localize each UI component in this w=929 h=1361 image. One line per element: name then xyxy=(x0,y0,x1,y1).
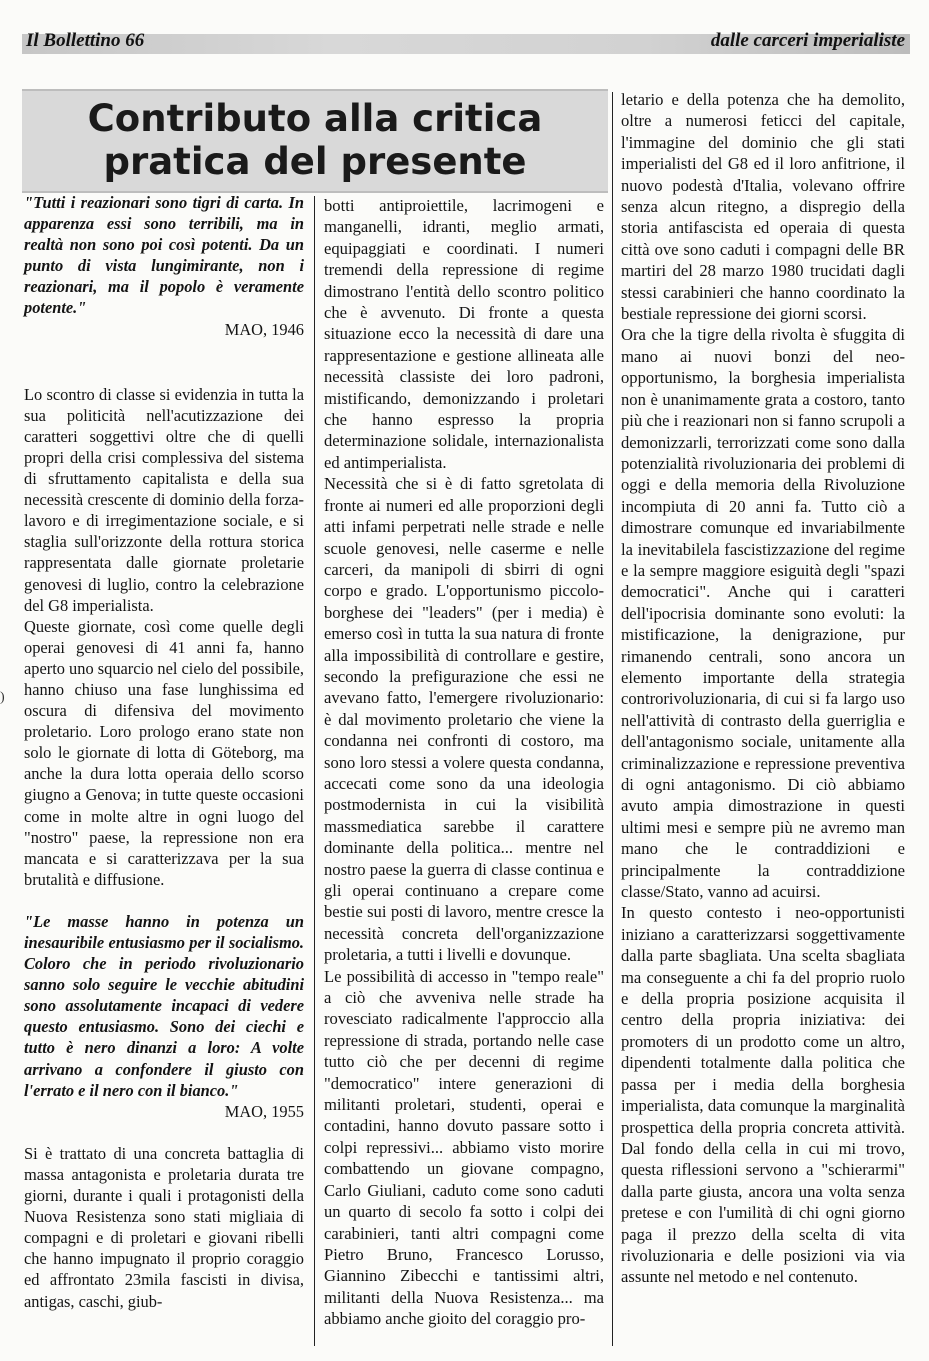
page-header xyxy=(0,0,929,60)
epigraph-quote-1: "Tutti i reazionari sono tigri di carta. In apparenza essi sono terribili, ma in realtà non sono poi così potenti. Da un punto di vista lungimirante, non i reazionari, ma il popolo è veramente potente." xyxy=(24,193,304,318)
column-3 xyxy=(621,89,905,1288)
epigraph-attribution-1: MAO, 1946 xyxy=(224,319,304,339)
column-1 xyxy=(24,192,304,1312)
paragraph: Le possibilità di accesso in "tempo reale" a ciò che avveniva nelle strade ha rovesciato radicalmente l'approccio alla repressione di strada, portando nelle case tutto ciò che per decenni di regime "democratico" intere generazioni di militanti proletari, studenti, operai e contadini, hanno dovuto passare sotto i colpi repressivi... abbiamo visto morire combattendo un giovane compagno, Carlo Giuliani, caduto come sono caduti un quarto di secolo fa sotto i colpi dei carabinieri, tanti altri compagni come Pietro Bruno, Francesco Lorusso, Giannino Zibecchi e tantissimi altri, militanti della Nuova Resistenza... ma abbiamo anche gioito del coraggio pro- xyxy=(324,966,604,1329)
margin-mark: ) xyxy=(0,690,5,705)
epigraph-attribution-2: MAO, 1955 xyxy=(224,1101,304,1121)
column-divider-2 xyxy=(612,92,613,1346)
column-2 xyxy=(324,195,604,1330)
title-line-2: pratica del presente xyxy=(103,140,527,183)
article-title xyxy=(22,97,608,183)
header-publication: Il Bollettino 66 xyxy=(26,30,145,51)
header-section: dalle carceri imperialiste xyxy=(710,30,905,51)
paragraph: botti antiproiettile, lacrimogeni e manganelli, idranti, meglio armati, equipaggiati e coordinati. I numeri tremendi della repressione di regime dimostrano l'entità dello scontro politico che è avvenuto. Di fronte a questa situazione ecco la necessità di dare una rappresentazione e gestione allineata alle necessità classiste dei loro padroni, mistificando, demonizzando i proletari che hanno espresso la propria determinazione solidale, internazionalista ed antimperialista. xyxy=(324,196,604,472)
paragraph: Queste giornate, così come quelle degli operai genovesi di 41 anni fa, hanno aperto uno squarcio nel cielo del possibile, hanno chiuso una fase lunghissima ed oscura di difensiva del movimento proletario. Loro prologo erano state non solo le giornate di lotta di Göteborg, ma anche la dura lotta operaia dello scorso giugno a Genova; in tutte queste occasioni come in molte altre in ogni luogo del "nostro" paese, la repressione non era mancata e si caratterizzava per la sua brutalità e diffusione. xyxy=(24,616,304,889)
title-box xyxy=(22,89,608,193)
paragraph: In questo contesto i neo-opportunisti iniziano a caratterizzarsi soggettivamente dalla parte sbagliata. Una scelta sbagliata ma conseguente a chi fa del proprio ruolo e della propria posizione acquisita il centro della propria iniziativa: dei promoters di un prodotto come un altro, dipendenti totalmente dalla politica che passa per i media della borghesia imperialista, data comunque la marginalità prospettica della propria concreta attività. Dal fondo della cella in cui mi trovo, questa riflessioni servono a "schierarmi" dalla parte giusta, ancora una volta senza pretese e con l'umilità di chi ogni giorno paga il prezzo della scelta di vita rivoluzionaria e delle posizioni via via assunte nel metodo e nel contenuto. xyxy=(621,903,905,1287)
paragraph: Si è trattato di una concreta battaglia di massa antagonista e proletaria durata tre giorni, durante i quali i protagonisti della Nuova Resistenza sono stati migliaia di compagni e di proletari e giovani ribelli che hanno impugnato il proprio coraggio ed affrontato 23mila fascisti in divisa, antigas, caschi, giub- xyxy=(24,1143,304,1311)
epigraph-quote-2: "Le masse hanno in potenza un inesauribile entusiasmo per il socialismo. Coloro che in periodo rivoluzionario sanno solo seguire le vecchie abitudini sono assolutamente incapaci di vedere questo entusiasmo. Sono dei ciechi e tutto è nero dinanzi a loro: A volte arrivano a confondere il giusto con l'errato e il nero con il bianco." xyxy=(24,911,304,1100)
title-line-1: Contributo alla critica xyxy=(87,97,543,140)
column-divider-1 xyxy=(314,196,315,1346)
paragraph: Lo scontro di classe si evidenzia in tutta la sua politicità nell'acutizzazione dei caratteri soggettivi oltre che di quelli propri della crisi complessiva del sistema di sfruttamento capitalista e della sua necessità crescente di dominio della forza-lavoro e di irregimentazione sociale, e si staglia sull'orizzonte della rottura storica rappresentata dalle giornate proletarie genovesi di luglio, contro la celebrazione del G8 imperialista. xyxy=(24,384,304,615)
paragraph: Ora che la tigre della rivolta è sfuggita di mano ai nuovi bonzi del neo-opportunismo, la borghesia imperialista non è unanimamente grata a costoro, tanto più che i reazionari non si fanno scrupoli a demonizzarli, terrorizzati come sono dalla potenzialità rivoluzionaria dei problemi di oggi e della memoria della Rivoluzione incompiuta di 20 anni fa. Tutto ciò a dimostrare comunque ed invariabilmente la inevitabilela fascistizzazione del regime e la sempre maggiore esiguità degli "spazi democratici". Anche qui i caratteri dell'ipocrisia dominante sono evoluti: la mistificazione, la denigrazione, pur rimanendo centrali, sono ancora un elemento importante della strategia controrivoluzionaria, di cui si fa largo uso nell'attività di contrasto della guerriglia e dell'antagonismo sociale, unitamente alla criminalizzazione e repressione preventiva di ogni antagonismo. Di ciò abbiamo avuto ampia dimostrazione in questi ultimi mesi e sempre più ne avremo man mano che le contraddizioni e principalmente la contraddizione classe/Stato, vanno ad acuirsi. xyxy=(621,325,905,902)
paragraph: Necessità che si è di fatto sgretolata di fronte ai numeri ed alle proporzioni degli atti infami perpetrati nelle strade e nelle scuole genovesi, nelle caserme e nelle carceri, da manipoli di sbirri di ogni corpo e grado. L'opportunismo piccolo-borghese dei "leaders" (per i media) è emerso così in tutta la sua natura di fronte alla impossibilità di controllare e gestire, secondo la prefigurazione che essi ne avevano fatto, l'emergere rivoluzionario: è dal movimento proletario che viene la condanna nei confronti di costoro, ma sono loro stessi a volere questa condanna, accecati come sono da una ideologia postmodernista in cui la visibilità massmediatica sarebbe il carattere dominante della politica... mentre nel nostro paese la guerra di classe continua e gli operai continuano a crepare come bestie sui posti di lavoro, mentre cresce la necessità concreta dell'organizzazione proletaria, a tutti i livelli e dovunque. xyxy=(324,474,604,965)
paragraph: letario e della potenza che ha demolito, oltre a numerosi feticci del capitale, l'immagine del dominio che gli stati imperialisti del G8 ed il loro anfitrione, il nuovo podestà d'Italia, volevano offrire senza alcun ritegno, a dispregio della storia antifascista ed operaia di questa città ove sono caduti i compagni delle BR martiri del 28 marzo 1980 trucidati dagli stessi carabinieri che hanno coordinato la bestiale repressione dei giorni scorsi. xyxy=(621,90,905,324)
